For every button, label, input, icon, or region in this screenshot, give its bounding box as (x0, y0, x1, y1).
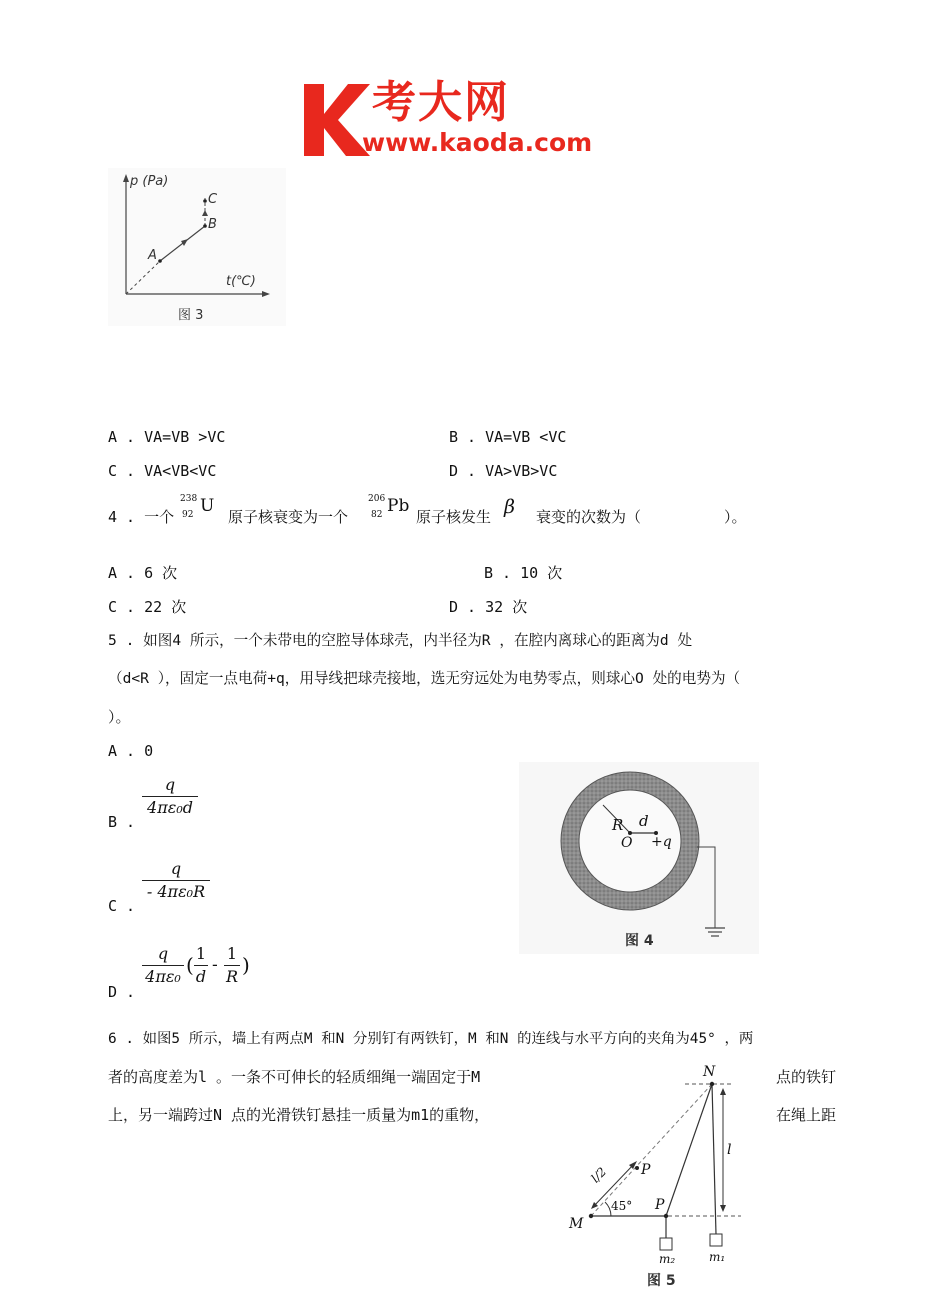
figure-4-label-d: d (639, 812, 649, 830)
q5-option-c-denominator: - 4πε₀R (146, 882, 206, 901)
q5-option-d-f2-num: 1 (226, 944, 238, 963)
figure-4 (519, 762, 759, 954)
q5-option-d-fraction-2 (224, 943, 240, 988)
logo-url: www.kaoda.com (362, 128, 593, 157)
figure-3 (108, 168, 286, 326)
figure-3-caption: 图 3 (178, 308, 204, 323)
figure-3-point-b: B (208, 217, 217, 232)
q4-lead-nuclide (366, 494, 412, 524)
logo-k-mark (300, 80, 370, 158)
uranium-mass-number: 238 (180, 494, 198, 504)
q3-option-c: C . VA<VB<VC (108, 462, 217, 480)
q6-stem-line2-right: 点的铁钉 (776, 1068, 837, 1086)
q5-option-b-label: B . (108, 813, 136, 831)
q4-option-a: A . 6 次 (108, 564, 178, 582)
q5-option-d-minus: - (212, 955, 218, 975)
figure-5-caption: 图 5 (647, 1273, 676, 1289)
figure-4-label-r: R (612, 816, 624, 834)
q5-option-d-paren-open: ( (186, 953, 194, 977)
figure-5-label-p-lower: P (655, 1197, 665, 1213)
q5-option-c-numerator: q (170, 859, 182, 878)
figure-4-caption: 图 4 (625, 933, 654, 949)
q5-stem-line3: ）。 (108, 708, 131, 726)
figure-5-label-m1: m₁ (709, 1250, 726, 1264)
lead-atomic-number: 82 (371, 510, 383, 520)
q4-option-b: B . 10 次 (484, 564, 563, 582)
q4-uranium-nuclide (178, 494, 218, 524)
figure-5-label-n: N (703, 1064, 716, 1080)
q3-option-b: B . VA=VB <VC (449, 428, 567, 446)
figure-5 (555, 1062, 755, 1288)
q5-option-d-f2-den: R (225, 967, 239, 986)
figure-5-label-p-upper: P (641, 1162, 651, 1178)
q5-option-d-denominator: 4πε₀ (145, 967, 181, 986)
q6-stem-line2-left: 者的高度差为l 。一条不可伸长的轻质细绳一端固定于M (108, 1068, 481, 1086)
uranium-atomic-number: 92 (182, 510, 194, 520)
q4-option-c: C . 22 次 (108, 598, 187, 616)
q6-stem-line3-left: 上，另一端跨过N 点的光滑铁钉悬挂一质量为m1的重物， (108, 1106, 490, 1124)
q4-stem-part4: 衰变的次数为（ (536, 508, 642, 526)
figure-3-graph (108, 168, 286, 326)
figure-3-point-c: C (208, 192, 218, 207)
q4-stem-part5: ）。 (724, 508, 747, 526)
q6-stem-line3-right: 在绳上距 (776, 1106, 837, 1124)
figure-4-label-o: O (621, 835, 633, 851)
figure-4-shell-diagram (519, 762, 759, 954)
q6-stem-line1: 6 . 如图5 所示，墙上有两点M 和N 分别钉有两铁钉，M 和N 的连线与水平方向的夹角为45° ，两 (108, 1031, 754, 1047)
logo-title: 考大网 (372, 77, 510, 128)
q5-option-c-label: C . (108, 897, 136, 915)
q5-option-a: A . 0 (108, 742, 154, 760)
q5-option-b-numerator: q (164, 775, 176, 794)
figure-3-y-axis-label: p (Pa) (130, 174, 169, 189)
lead-mass-number: 206 (368, 494, 386, 504)
q5-option-d-fraction-1 (194, 943, 208, 988)
q4-beta-symbol: β (504, 496, 515, 518)
q5-option-d-label: D . (108, 983, 136, 1001)
q4-stem-part1: 4 . 一个 (108, 508, 175, 526)
q5-stem-line1: 5 . 如图4 所示，一个未带电的空腔导体球壳，内半径为R ，在腔内离球心的距离为d 处 (108, 632, 693, 649)
q3-option-a: A . VA=VB >VC (108, 428, 226, 446)
q5-option-d-numerator: q (157, 944, 169, 963)
q3-option-d: D . VA>VB>VC (449, 462, 558, 480)
q5-option-d-f1-den: d (195, 967, 207, 986)
q5-option-b-fraction (142, 774, 198, 819)
q5-option-b-denominator: 4πε₀d (147, 798, 193, 817)
figure-3-x-axis-label: t(℃) (226, 274, 256, 289)
lead-symbol: Pb (387, 496, 410, 516)
site-logo (300, 78, 630, 160)
q4-option-d: D . 32 次 (449, 598, 528, 616)
q5-option-d-f1-num: 1 (195, 944, 207, 963)
figure-3-point-a: A (148, 248, 157, 263)
q5-stem-line2: （d<R ），固定一点电荷+q，用导线把球壳接地，选无穷远处为电势零点，则球心O 处的电势为（ (108, 670, 741, 687)
figure-5-label-l: l (727, 1142, 732, 1158)
q5-option-c-fraction (142, 858, 210, 903)
figure-5-label-half-l: l/2 (588, 1164, 610, 1186)
uranium-symbol: U (200, 496, 215, 516)
q5-option-d-fraction-main (142, 943, 184, 988)
q5-option-d-paren-close: ) (242, 953, 250, 977)
figure-5-label-m2: m₂ (659, 1252, 676, 1266)
q4-stem-part2: 原子核衰变为一个 (228, 508, 349, 526)
figure-5-label-angle: 45° (611, 1199, 633, 1213)
figure-4-label-q: +q (651, 834, 672, 850)
q4-stem-part3: 原子核发生 (416, 508, 492, 526)
figure-5-label-m: M (569, 1216, 584, 1232)
